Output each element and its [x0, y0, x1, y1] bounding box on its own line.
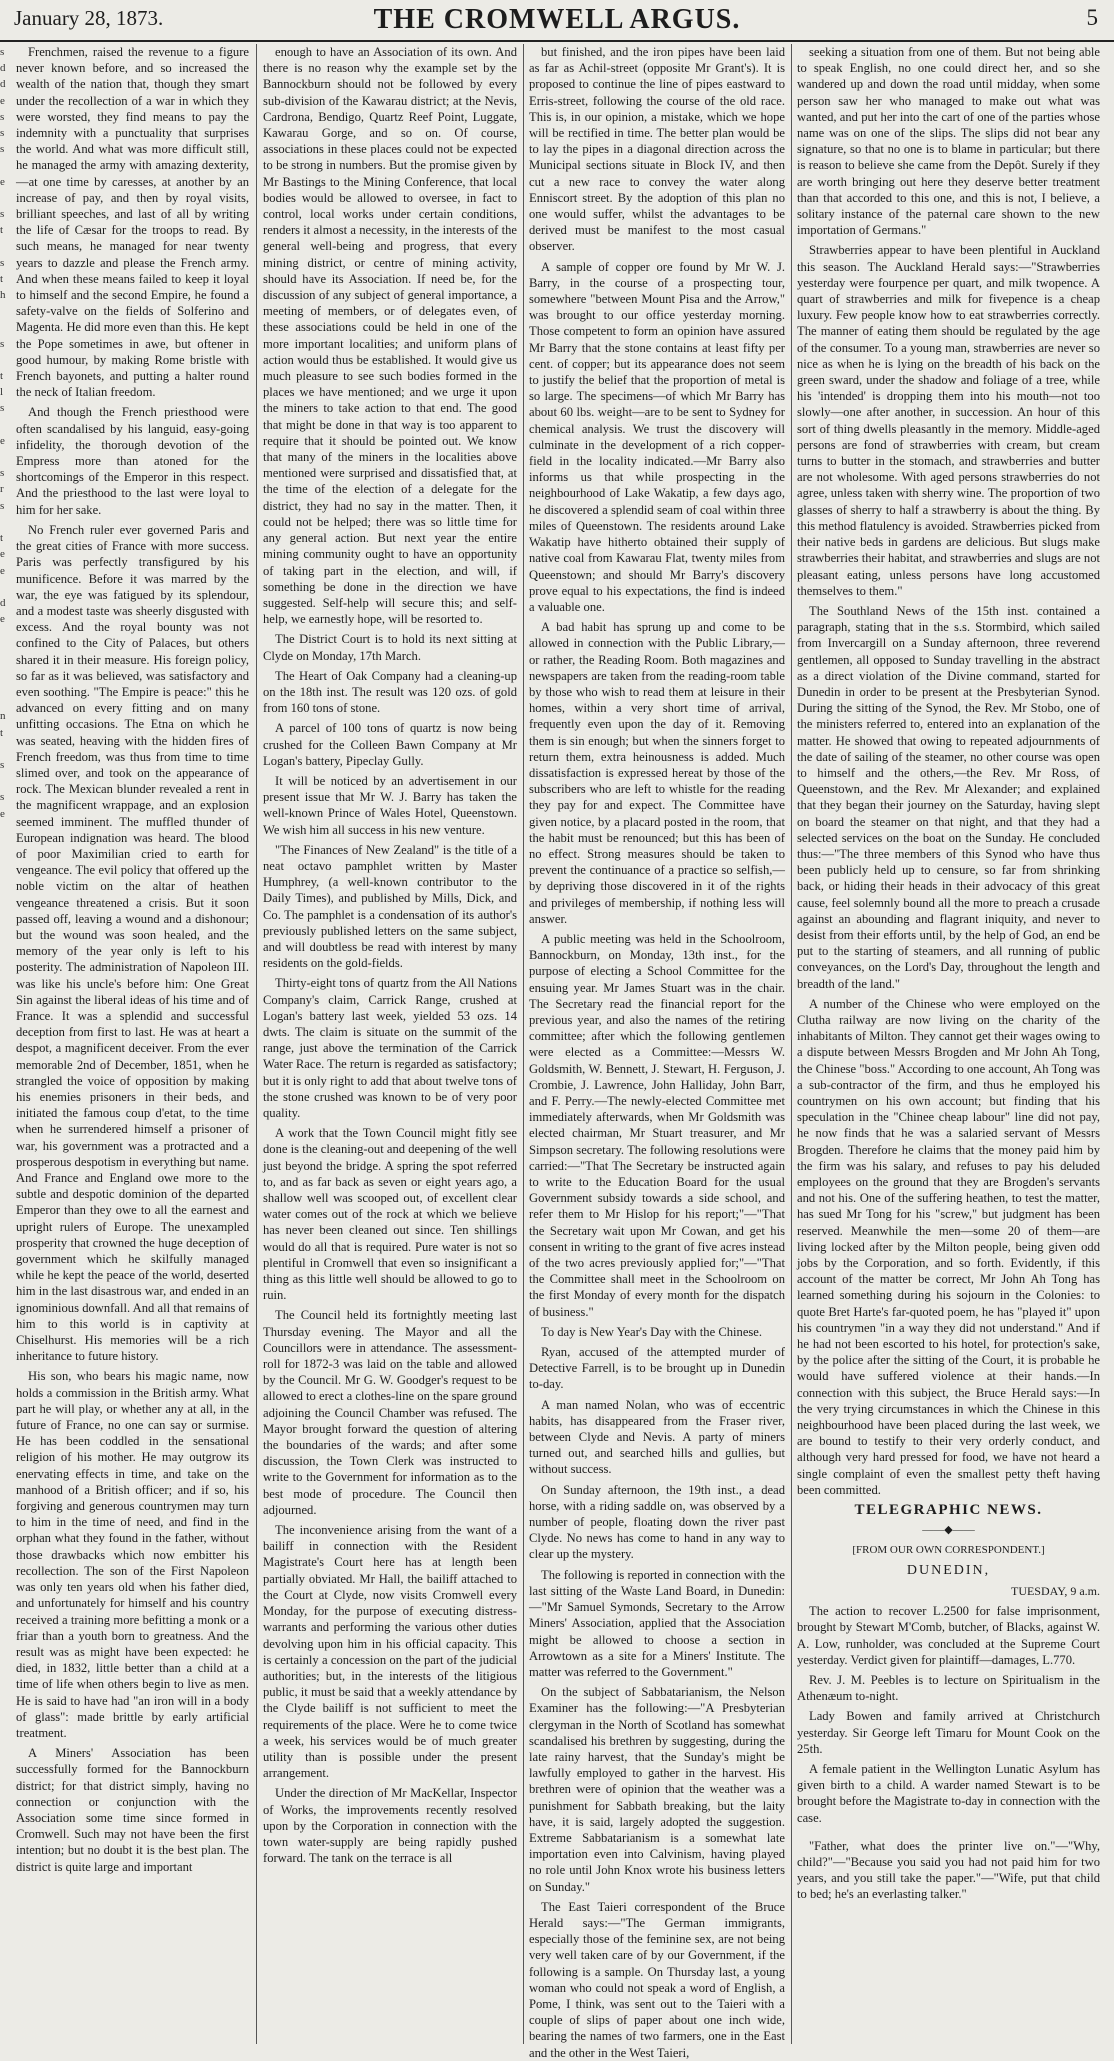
article-paragraph: It will be noticed by an advertisement in our present issue that Mr W. J. Barry has taken the well-known Prince of Wales Hotel, Queenstown. We wish him all success in his new venture. — [263, 773, 517, 837]
edge-letter: t — [0, 272, 4, 285]
edge-letter: s — [0, 402, 5, 415]
article-paragraph: The Council held its fortnightly meeting last Thursday evening. The Mayor and all the Councillors were in attendance. The assessment-roll for 1872-3 was laid on the table and allowed by the Council. Mr G. W. Goodger's request to be allowed to erect a clothes-line on the spare ground adjoining the Council Chamber was refused. The Mayor brought forward the question of altering the boundaries of the wards; and after some discussion, the Town Clerk was instructed to write to the Government for information as to the best mode of procedure. The Council then adjourned. — [263, 1308, 517, 1517]
edge-letter: n — [0, 710, 6, 723]
column-rule — [523, 44, 524, 2044]
article-paragraph: On Sunday afternoon, the 19th inst., a dead horse, with a riding saddle on, was observed by a number of people, floating down the river past Clyde. No news has come to hand in any way to clear up the mystery. — [529, 1482, 785, 1562]
telegraph-paragraph: The action to recover L.2500 for false imprisonment, brought by Stewart M'Comb, butcher, of Blacks, against W. A. Low, runholder, was concluded at the Supreme Court yesterday. Verdict given for plaintiff—damages, L.770. — [797, 1604, 1100, 1667]
column-rule — [256, 44, 257, 2044]
article-paragraph: The inconvenience arising from the want of a bailiff in connection with the Resident Magistrate's Court here has at length been partially obviated. Mr Hall, the bailiff attached to the Court at Clyde, now visits Cromwell every Monday, for the purpose of executing distress-warrants and performing the various other duties devolving upon him in his official capacity. This is certainly a concession on the part of the judicial authorities; but, in the interests of the litigious public, it must be said that a weekly attendance by the Clyde bailiff is not sufficient to meet the requirements of the place. Were he to come twice a week, his services would be of much greater utility than is possible under the present arrangement. — [263, 1523, 517, 1781]
article-paragraph: A number of the Chinese who were employed on the Clutha railway are now living on the charity of the inhabitants of Milton. They cannot get their wages owing to a dispute between Messrs Brogden and Mr John Ah Tong, the Chinese "boss." According to one account, Ah Tong was a sub-contractor of the firm, and thus he employed his countrymen on his own account; but finding that his speculation in the "Chinee cheap labour" line did not pay, he now finds that he was a salaried servant of Messrs Brogden. Therefore he claims that the money paid him by the firm was his salary, and refuses to pay his deluded employees on the ground that they are Brogden's servants and not his. One of the suffering heathen, to test the matter, has sued Mr Tong for his "screw," but judgment has been reserved. Meanwhile the men—some 20 of them—are living locked after by the Milton people, being given odd jobs by the Corporation, and so forth. Evidently, if this account of the matter be correct, Mr John Ah Tong has learned something during his sojourn in the Colonies: to quote Bret Harte's far-quoted poem, he has "played it" upon his countrymen "in a way they did not understand." And if he had not been escorted to his hotel, for protection's sake, by the police after the sitting of the Court, it is probable he would have suffered violence at their hands.—In connection with this subject, the Bruce Herald says:—In the very trying circumstances in which the Chinese in this neighbourhood have been placed during the last week, we are bound to testify to their very orderly conduct, and although very hard pressed for food, we have not heard a single complaint of even the smallest petty theft having been committed. — [797, 996, 1100, 1497]
column-2 — [263, 44, 517, 2044]
article-paragraph: Thirty-eight tons of quartz from the All Nations Company's claim, Carrick Range, crushed at Logan's battery last week, yielded 53 ozs. 14 dwts. The claim is situate on the summit of the range, just above the termination of the Carrick Water Race. The return is regarded as satisfactory; but it is only right to add that about twelve tons of the stone crushed was known to be of very poor quality. — [263, 976, 518, 1120]
newspaper-title: THE CROMWELL ARGUS. — [373, 4, 741, 35]
edge-letter: t — [0, 726, 4, 739]
article-paragraph: Strawberries appear to have been plentiful in Auckland this season. The Auckland Herald says:—"Strawberries yesterday were fourpence per quart, and milk twopence. A quart of strawberries and milk for fivepence is a cheap luxury. Few people know how to eat strawberries correctly. The manner of eating them should be regulated by the age of the consumer. To a young man, strawberries are never so nice as when he is lying on the breadth of his back on the green sward, under the shadow and foliage of a tree, while his 'intended' is dropping them into his mouth—not too slowly—one after another, in succession. An hour of this sort of thing dwells pleasantly in the memory. Middle-aged persons are fond of strawberries with cream, but cream turns to butter in the stomach, and strawberries and butter are not wholesome. With aged persons strawberries do not agree, unless taken with sherry wine. The proportion of two glasses of sherry to half a strawberry is about the thing. By this method flatulency is avoided. Strawberries picked from their native beds in gardens are delicious. But slugs make strawberries their habitat, and strawberries and slugs are not pleasant eating, unless persons have long accustomed themselves to them." — [797, 243, 1100, 598]
edge-letter: e — [0, 434, 5, 447]
article-paragraph: The East Taieri correspondent of the Bruce Herald says:—"The German immigrants, especially those of the feminine sex, are not being very well taken care of by our Government, if the following is a sample. On Thursday last, a young woman who could not speak a word of English, a Pome, I think, was sent out to the Taieri with a couple of slips of paper about one inch wide, bearing the names of two farmers, one in the East and the other in the West Taieri, — [529, 1899, 785, 2060]
column-rule — [791, 44, 792, 2044]
edge-letter: d — [0, 62, 6, 75]
article-paragraph: No French ruler ever governed Paris and the great cities of France with more success. Paris was perfectly transfigured by his munificence. Before it was marred by the war, the eye was fatigued by its splendour, and a modest taste was sheerly disgusted with excess. And the royal bounty was not confined to the City of Palaces, but others shared it in their measure. His foreign policy, so far as it was believed, was satisfactory and even soothing. "The Empire is peace:" this he advanced on every fitting and on many unfitting occasions. The Etna on which he was seated, heaving with the hidden fires of French freedom, was thus from time to time slimed over, and took on the appearance of rock. The Mexican blunder revealed a rent in the magnificent wrappage, and an explosion seemed imminent. The muffled thunder of European indignation was heard. The blood of poor Maximilian cried to earth for vengeance. The evil policy that offered up the noble victim on the altar of heathen vengeance threatened a crisis. But it soon passed off, leaving a wound and a dishonour; but the wound was soon healed, and the memory of the year only is left to his posterity. The administration of Napoleon III. was like his uncle's before him: One Great Sin against the liberal ideas of his time and of France. It was a splendid and successful deception from first to last. He was at heart a despot, a magnificent deceiver. From the ever memorable 2nd of December, 1851, when he strangled the voice of opposition by making his enemies prisoners in their beds, and initiated the famous coup d'etat, to the time when he surrendered himself a prisoner of war, his government was a protracted and a prosperous despotism in everything but name. And France and England owe more to the subtle and despotic dominion of the departed Emperor than they owe to all the earnest and upright rulers of Europe. The unexampled prosperity that crowned the huge deception of government which he skilfully managed while he kept the peace of the world, deserted him in the last disastrous war, and ended in an ignominious downfall. And all that remains of him to this world is in captivity at Chiselhurst. His memories will be a rich inheritance to future history. — [16, 522, 249, 1364]
edge-letter: t — [0, 224, 4, 237]
edge-letter: s — [0, 337, 5, 350]
masthead — [0, 0, 1114, 42]
telegraph-paragraph: A female patient in the Wellington Lunatic Asylum has given birth to a child. A warder named Stewart is to be brought before the Magistrate to-day in connection with the case. — [797, 1761, 1100, 1825]
article-paragraph: The District Court is to hold its next sitting at Clyde on Monday, 17th March. — [263, 632, 517, 663]
article-paragraph: A parcel of 100 tons of quartz is now being crushed for the Colleen Bawn Company at Mr Logan's battery, Pipeclay Gully. — [263, 721, 517, 768]
article-paragraph: The Heart of Oak Company had a cleaning-up on the 18th inst. The result was 120 ozs. of gold from 160 tons of stone. — [263, 668, 517, 716]
telegraphic-news-section — [797, 1502, 1100, 1902]
edge-letter: h — [0, 289, 6, 302]
article-paragraph: On the subject of Sabbatarianism, the Nelson Examiner has the following:—"A Presbyterian clergyman in the North of Scotland has somewhat scandalised his brethren by suggesting, during the late rainy harvest, that the Sunday's might be lawfully employed to gather in the harvest. His brethren were of opinion that the weather was a punishment for Sabbath breaking, but the laity have, it is said, largely adopted the suggestion. Extreme Sabbatarianism is a somewhat late importation even into Calvinism, having played no role until John Knox wrote his business letters on Sunday." — [529, 1685, 785, 1894]
article-paragraph: To day is New Year's Day with the Chinese. — [541, 1324, 763, 1339]
column-3 — [529, 44, 785, 2060]
telegraph-paragraph: Rev. J. M. Peebles is to lecture on Spiritualism in the Athenæum to-night. — [797, 1672, 1100, 1704]
dateline-place: DUNEDIN, — [906, 1562, 991, 1578]
article-paragraph: A man named Nolan, who was of eccentric habits, has disappeared from the Fraser river, between Clyde and Nevis. A party of miners turned out, and searched hills and gullies, but without success. — [529, 1397, 785, 1477]
edge-letter: s — [0, 467, 5, 480]
edge-letter: e — [0, 564, 5, 577]
edge-letter: s — [0, 791, 5, 804]
article-paragraph: Frenchmen, raised the revenue to a figure never known before, and so increased the wealth of the nation that, though they smart under the recollection of a war in which they were worsted, they find means to pay the indemnity with a punctuality that surprises the world. And what was more difficult still, he managed the army with amazing dexterity,—at one time by caresses, at another by an increase of pay, and then by royal visits, brilliant speeches, and last of all by writing the life of Cæsar for the troops to read. By such means, he managed for near twenty years to dazzle and please the French army. And when these means failed to keep it loyal to himself and the second Empire, he found a safety-valve on the fields of Solferino and Magenta. He did more even than this. He kept the Pope sometimes in awe, but oftener in good humour, by making Rome bristle with French bayonets, and putting a halter round the neck of Italian freedom. — [16, 45, 249, 400]
edge-letter: e — [0, 94, 5, 107]
edge-letter: e — [0, 807, 5, 820]
edge-letter: s — [0, 143, 5, 156]
article-paragraph: but finished, and the iron pipes have been laid as far as Achil-street (opposite Mr Grant's). It is proposed to continue the line of pipes eastward to Erris-street, following the course of the old race. This is, in our opinion, a mistake, which we hope will be rectified in time. The better plan would be to lay the pipes in a diagonal direction across the Municipal sections situate in Block IV, and then cut a new race to convey the water along Enniscort street. By the adoption of this plan no one would suffer, whilst the advantages to be derived must be manifest to the most casual observer. — [529, 45, 785, 254]
edge-letter: s — [0, 758, 5, 771]
article-paragraph: A work that the Town Council might fitly see done is the cleaning-out and deepening of the well just beyond the bridge. A spring the spot referred to, and as far back as seven or eight years ago, a shallow well was scooped out, of excellent clear water comes out of the rock at which we believe has never been cleaned out since. Ten shillings would do all that is required. Pure water is not so plentiful in Cromwell that even so insignificant a thing as this little well should be allowed to go to ruin. — [263, 1126, 517, 1303]
edge-letter: s — [0, 110, 5, 123]
article-paragraph: seeking a situation from one of them. But not being able to speak English, no one could direct her, and so she wandered up and down the road until midday, when some person saw her who managed to make out what was wanted, and put her into the cart of one of the parties whose name was on one of the slips. The slips did not bear any signature, so that no one is to blame in particular; but there is reason to believe she came from the Depôt. Surely if they are worth bringing out here they deserve better treatment than that accorded to this one, and this is not, I believe, a solitary instance of the paternal care shown to the new importation of Germans." — [797, 45, 1100, 238]
ornament-rule: ——◆—— — [922, 1524, 975, 1537]
edge-letter: e — [0, 613, 5, 626]
correspondent-line: [FROM OUR OWN CORRESPONDENT.] — [852, 1544, 1045, 1557]
issue-date: January 28, 1873. — [14, 6, 164, 30]
dateline-day: TUESDAY, 9 a.m. — [1010, 1583, 1100, 1598]
article-paragraph: Under the direction of Mr MacKellar, Inspector of Works, the improvements recently resolved upon by the Corporation in connection with the town water-supply are being rapidly pushed forward. The tank on the terrace is all — [263, 1786, 517, 1866]
spacer — [797, 1830, 1100, 1838]
edge-letter: s — [0, 208, 5, 221]
edge-letter: s — [0, 256, 5, 269]
telegraph-paragraph: "Father, what does the printer live on."—"Why, child?"—"Because you said you had not paid him for two years, and you still take the paper."—"Wife, put that child to bed; he's an everlasting talker." — [797, 1838, 1100, 1902]
telegraphic-heading: TELEGRAPHIC NEWS. — [854, 1502, 1043, 1519]
edge-letter: t — [0, 370, 4, 383]
article-paragraph: The following is reported in connection with the last sitting of the Waste Land Board, in Dunedin:—"Mr Samuel Symonds, Secretary to the Arrow Miners' Association, applied that the Association might be allowed to choose a section in Arrowtown as a site for a Miners' Institute. The matter was referred to the Government." — [529, 1567, 785, 1679]
edge-letter: e — [0, 175, 5, 188]
edge-letter: r — [0, 483, 4, 496]
article-paragraph: And though the French priesthood were often scandalised by his languid, easy-going infidelity, the thorough devotion of the Empress more than atoned for the shortcomings of the Emperor in this respect. And the priesthood to the last were loyal to him for her sake. — [16, 405, 249, 517]
article-paragraph: A sample of copper ore found by Mr W. J. Barry, in the course of a prospecting tour, somewhere "between Mount Pisa and the Arrow," was brought to our office yesterday morning. Those competent to form an opinion have assured Mr Barry that the stone contains at least fifty per cent. of copper; but its appearance does not seem to justify the belief that the proportion of metal is so large. The specimens—of which Mr Barry has about 60 lbs. weight—are to be sent to Sydney for chemical analysis. We trust the discovery will culminate in the development of a rich copper-field in the locality indicated.—Mr Barry also informs us that while prospecting in the neighbourhood of Lake Wakatip, a few days ago, he discovered a splendid seam of coal within three miles of Queenstown. The residents around Lake Wakatip have hitherto obtained their supply of native coal from Kawarau Flat, twenty miles from Queenstown; and should Mr Barry's discovery prove equal to his expectations, the find is indeed a valuable one. — [529, 259, 785, 614]
article-paragraph: A bad habit has sprung up and come to be allowed in connection with the Public Library,—or rather, the Reading Room. Both magazines and newspapers are taken from the reading-room table by those who wish to read them at leisure in their homes, within a very short time of arrival, frequently even upon the day of it. Removing them is sin enough; but when the sinners forget to return them, extra heinousness is added. Much dissatisfaction is expressed hereat by those of the subscribers who are left to whistle for the reading they pay for and expect. The Committee have given notice, by a placard posted in the room, that the habit must be renounced; but this has been of no effect. Strong measures should be taken to prevent the continuance of a practice so selfish,—by depriving those discovered in it of the rights and privileges of membership, if nothing less will answer. — [529, 620, 785, 926]
article-paragraph: His son, who bears his magic name, now holds a commission in the British army. What part he will play, or whether any at all, in the future of France, no one can say or surmise. He has been coddled in the sensational religion of his mother. He may outgrow its enervating effects in time, and take on the manhood of a British officer; and if so, his forgiving and generous countrymen may turn to him in the time of need, and find in the orphan what they found in the father, without those drawbacks which now embitter his recollection. The son of the First Napoleon was only ten years old when his father died, and unfortunately for himself and his country received a training more befitting a monk or a friar than a youth born to greatness. And the result was as might have been expected: he died, in 1832, little better than a child at a time of life when others begin to live as men. He is said to have had "an iron will in a body of glass": made brittle by early artificial treatment. — [16, 1369, 249, 1740]
edge-letter: l — [0, 386, 4, 399]
edge-letter: s — [0, 499, 5, 512]
article-paragraph: The Southland News of the 15th inst. contained a paragraph, stating that in the s.s. Stormbird, which sailed from Invercargill on a Sunday afternoon, three reverend gentlemen, all opposed to Sunday travelling in the abstract as a direct violation of the Divine command, started for Dunedin in order to be present at the Presbyterian Synod. During the sitting of the Synod, the Rev. Mr Stobo, one of the ministers referred to, entered into an explanation of the matter. He showed that owing to repeated adjournments of the date of sailing of the steamer, no other course was open to himself and the others,—the Rev. Mr Ross, of Queenstown, and the Rev. Mr Alexander; and explained that they began their journey on the Saturday, having slept on board the steamer on that night, and that they had a selected services on the boat on the Sunday. He concluded thus:—"The three members of this Synod who have thus been publicly held up to censure, so far from shrinking back, or hiding their heads in their advocacy of this great cause, feel solemnly bound all the more to preach a crusade against an abounding and flagrant iniquity, and never to desist from their efforts until, by the help of God, an end be put to the starting of steamers, and all running of public conveyances, on the Lord's Day, throughout the length and breadth of the land." — [797, 603, 1100, 991]
edge-letter: e — [0, 548, 5, 561]
edge-letter: s — [0, 46, 5, 58]
edge-letter: s — [0, 127, 5, 140]
article-paragraph: A Miners' Association has been successfully formed for the Bannockburn district; for that district simply, having no connection or conjunction with the Association some time since formed in Cromwell. Such may not have been the first intention; but no doubt it is the best plan. The district is quite large and important — [16, 1746, 249, 1874]
article-paragraph: enough to have an Association of its own. And there is no reason why the example set by the Bannockburn should not be followed by every sub-division of the Kawarau district; at the Nevis, Cardrona, Bendigo, Quartz Reef Point, Luggate, Kawarau Gorge, and so on. Of course, associations in these places could not be expected to be strong in numbers. But the promise given by Mr Bastings to the Mining Conference, that local bodies would be allowed to oversee, in fact to control, local works under certain conditions, renders it almost a necessity, in the interests of the general well-being and progress, that every mining district, or centre of mining activity, should have its Association. If need be, for the discussion of any subject of general importance, a meeting of members, or of delegates even, of these associations could be held in one of the more important localities; and uniform plans of action would thus be established. It would give us much pleasure to see such bodies formed in the places we have mentioned; and we urge it upon the miners to take action to that end. The good that might be done in that way is too apparent to require that it should be pointed out. We know that many of the miners in the localities above mentioned were surprised and dissatisfied that, at the time of the election of a delegate for the district, they had no say in the matter. Then, it could not be helped; there was so little time for any general action. But next year the entire mining community ought to have an opportunity of taking part in the election, and will, if something be done in the direction we have suggested. Self-help will secure this; and self-help, we earnestly hope, will be resorted to. — [263, 45, 517, 627]
page-number: 5 — [1086, 5, 1098, 30]
article-paragraph: "The Finances of New Zealand" is the title of a neat octavo pamphlet written by Master Humphrey, (a well-known contributor to the Daily Times), and published by Mills, Dick, and Co. The pamphlet is a condensation of its author's previously published letters on the same subject, and will doubtless be read with interest by many residents on the gold-fields. — [263, 842, 517, 971]
page-columns — [0, 44, 1114, 2060]
edge-letter: d — [0, 596, 6, 609]
column-1 — [16, 44, 249, 2044]
telegraph-paragraph: Lady Bowen and family arrived at Christchurch yesterday. Sir George left Timaru for Mount Cook on the 25th. — [797, 1709, 1100, 1756]
edge-letter: d — [0, 78, 6, 91]
article-paragraph: A public meeting was held in the Schoolroom, Bannockburn, on Monday, 13th inst., for the purpose of electing a School Committee for the ensuing year. Mr James Stuart was in the chair. The Secretary read the financial report for the previous year, and also the names of the retiring committee; after which the following gentlemen were elected as a Committee:—Messrs W. Goldsmith, W. Bennett, J. Stewart, H. Ferguson, J. Crombie, J. Lawrence, John Halliday, John Barr, and F. Perry.—The newly-elected Committee met immediately afterwards, when Mr Goldsmith was elected chairman, Mr Stuart treasurer, and Mr Simpson secretary. The following resolutions were carried:—"That The Secretary be instructed again to write to the Education Board for the usual Government subsidy towards a side school, and refer them to Mr Hislop for his report;"—"That the Secretary wait upon Mr Cowan, and get his consent in writing to the grant of five acres instead of the two acres previously applied for;"—"That the Committee shall meet in the Schoolroom on the first Monday of every month for the dispatch of business." — [529, 931, 785, 1319]
column-4 — [797, 44, 1100, 2044]
article-paragraph: Ryan, accused of the attempted murder of Detective Farrell, is to be brought up in Dunedin to-day. — [529, 1345, 785, 1392]
edge-letter: t — [0, 532, 4, 545]
